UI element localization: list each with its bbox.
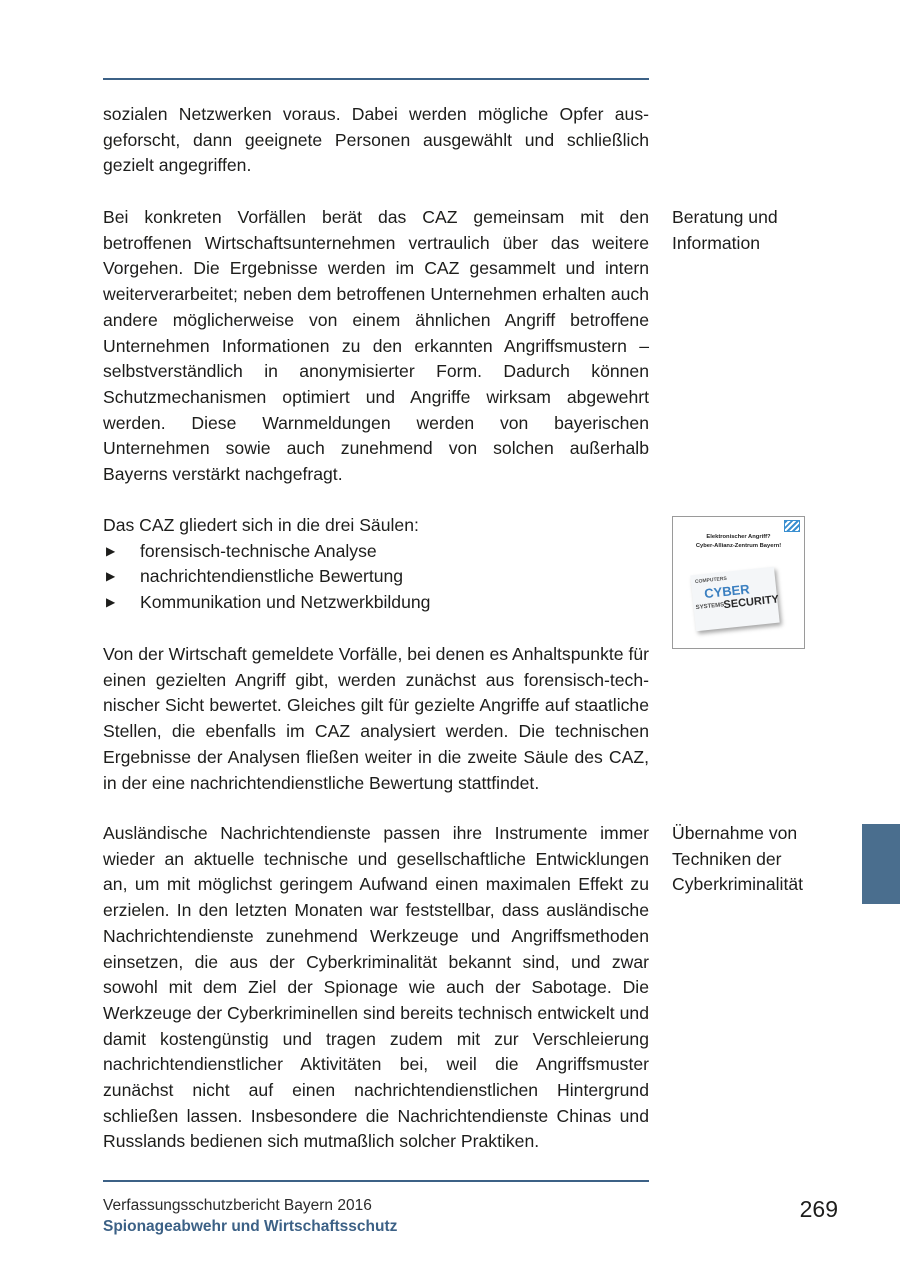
triangle-bullet-icon: ▶ [106, 569, 116, 584]
triangle-bullet-icon: ▶ [106, 543, 116, 558]
sidenote-uebernahme-line1: Übernahme von [672, 823, 798, 843]
thumbnail-title-line1: Elektronischer Angriff? [706, 534, 771, 540]
list-item [103, 539, 649, 565]
wordcloud-word: CYBER [703, 581, 751, 602]
brochure-thumbnail [672, 516, 805, 649]
footer-chapter-title: Spionageabwehr und Wirtschaftsschutz [103, 1218, 398, 1235]
sidenote-beratung-line1: Beratung und [672, 207, 778, 227]
sidenote-uebernahme-line2: Techniken der [672, 848, 782, 869]
paragraph-1 [103, 102, 649, 179]
sidenote-uebernahme [672, 821, 872, 898]
footer-report-title: Verfassungsschutzbericht Bayern 2016 [103, 1197, 372, 1214]
pillars-intro: Das CAZ gliedert sich in die drei Säulen: [103, 515, 419, 535]
list-item [103, 564, 649, 590]
pillars-list [103, 539, 649, 616]
page-number: 269 [799, 1196, 838, 1222]
paragraph-2-text: Bei konkreten Vorfällen berät das CAZ gemeinsam mit den betroffenen Wirtschaftsunternehmen vertraulich über das weitere Vorgehen. Die Ergebnisse werden im CAZ gesammelt und intern weiterverarbeitet; neben dem betroffenen Unternehmen erhalten auch andere möglicherweise von einem ähnlichen Angriff betroffene Unternehmen Informationen zu den erkannten Angriffsmustern – selbstverständlich in anonymisierter Form. Dadurch können Schutzmechanismen optimiert und Angriffe wirksam abgewehrt werden. Diese Warnmeldungen werden von bayerischen Unternehmen sowie auch zunehmend von solchen außerhalb Bayerns verstärkt nachgefragt. [103, 207, 649, 485]
wordcloud-word: SECURITY [722, 593, 780, 612]
paragraph-5-text: Ausländische Nachrichtendienste passen ihre Instrumente immer wieder an aktuelle technische und gesellschaftliche Entwicklungen an, um mit möglichst geringem Aufwand einen maximalen Effekt zu erzielen. In den letzten Monaten war feststellbar, dass ausländische Nachrichtendienste zunehmend Werkzeuge und Angriffsmethoden einsetzen, die aus der Cyberkriminalität bekannt sind, und zwar sowohl mit dem Ziel der Spionage wie auch der Sabotage. Die Werkzeuge der Cyberkriminellen sind bereits technisch entwickelt und damit kostengünstig und tragen zudem mit zur Verschleierung nachrichtendienstlicher Aktivitäten bei, weil die Angriffsmuster zunächst nicht auf einen nachrichtendienstlichen Hintergrund schließen lassen. Insbesondere die Nachrichtendienste Chinas und Russlands bedienen sich mutmaßlich solcher Praktiken. [103, 823, 649, 1152]
paragraph-4 [103, 642, 649, 796]
sidenote-uebernahme-line3: Cyberkriminalität [672, 874, 804, 895]
pillars-section [103, 513, 649, 616]
chapter-tab-marker [862, 824, 900, 904]
sidenote-beratung [672, 205, 872, 256]
wordcloud-word: SYSTEMS [695, 602, 725, 612]
paragraph-5 [103, 821, 649, 1155]
paragraph-2 [103, 205, 649, 488]
paragraph-4-text: Von der Wirtschaft gemeldete Vorfälle, bei denen es Anhaltspunkte für einen gezielten Angriff gibt, werden zunächst aus forensisch-technischer Sicht bewertet. Gleiches gilt für gezielte Angriffe auf staatliche Stellen, die ebenfalls im CAZ analysiert werden. Die technischen Ergebnisse der Analysen fließen weiter in die zweite Säule des CAZ, in der eine nachrichtendienstliche Bewertung stattfindet. [103, 644, 649, 793]
thumbnail-title-line2: Cyber-Allianz-Zentrum Bayern! [695, 543, 782, 549]
paragraph-1-text: sozialen Netzwerken voraus. Dabei werden mögliche Opfer ausgeforscht, dann geeignete Personen ausgewählt und schließlich gezielt angegriffen. [103, 104, 649, 176]
list-item-text: nachrichtendienstliche Bewertung [140, 566, 404, 587]
sidenote-beratung-line2: Information [672, 232, 761, 253]
list-item [103, 590, 649, 616]
triangle-bullet-icon: ▶ [106, 595, 116, 610]
bottom-rule [103, 1180, 649, 1182]
list-item-text: forensisch-technische Analyse [140, 540, 377, 561]
bavarian-flag-icon [784, 520, 800, 532]
top-rule [103, 78, 649, 80]
wordcloud-word: COMPUTERS [694, 575, 728, 586]
list-item-text: Kommunikation und Netzwerkbildung [140, 592, 431, 613]
cyber-wordcloud-card [690, 567, 779, 631]
